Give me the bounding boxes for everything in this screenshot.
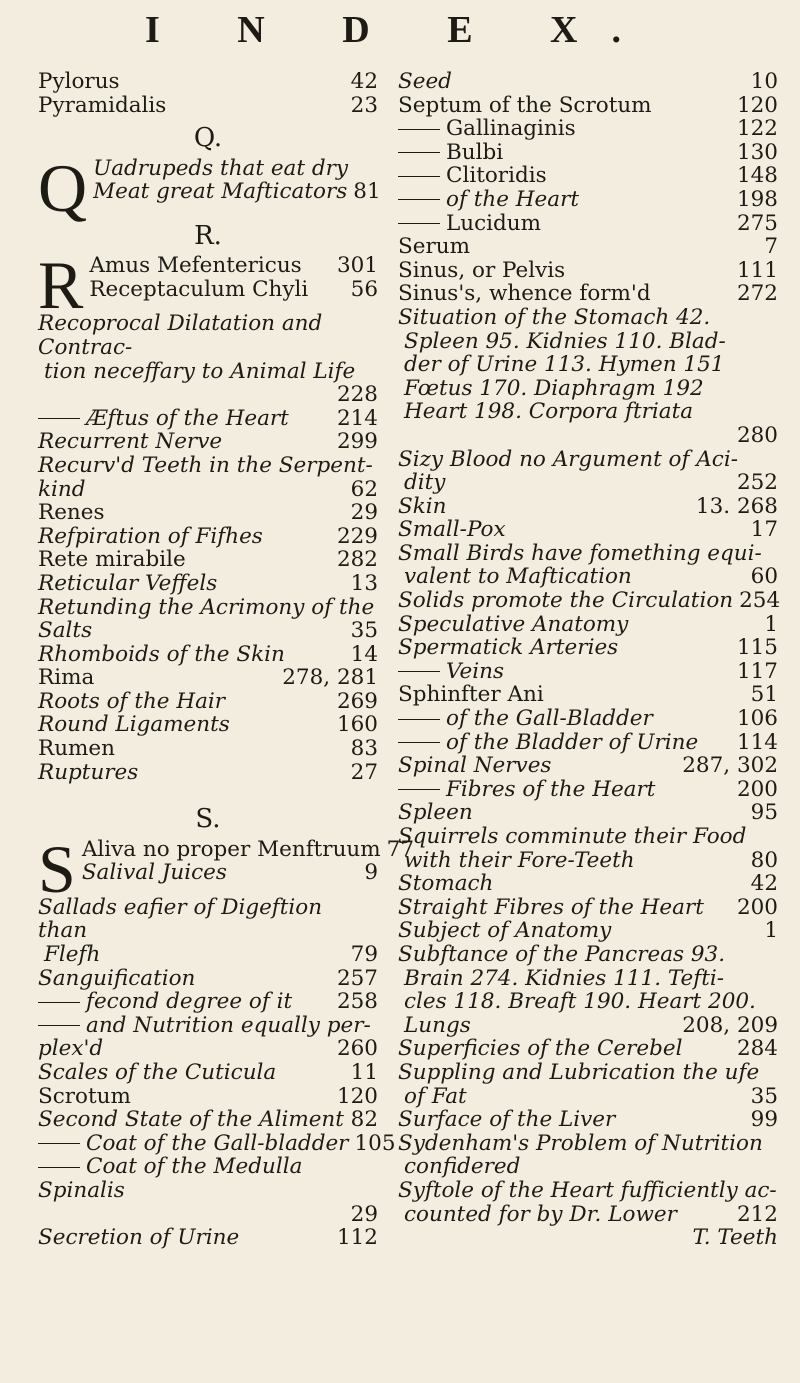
index-entry: Recoprocal Dilatation and Contrac- bbox=[38, 311, 323, 360]
index-entry: Syftole of the Heart fufficiently ac- bbox=[398, 1177, 777, 1203]
index-entry: R Amus Mefentericus 301 Receptaculum Chyli 56 bbox=[38, 247, 378, 324]
right-column: Seed 10 Septum of the Scrotum 120 Gallinaginis 122 Bulbi 130 Clitoridis 148 of the Heart 198 Lucidum 275 Serum 7 Sinus, or Pelvis 111 Sinus's, whence form'd 272 Situation of the Stomach 42. Spleen 95. Kidnies 110. Blad- der of Urine 113. Hymen 151 Fœtus 170. Diaphragm 192 Heart 198. Corpora ftriata 280 Sizy Blood no Argument of Aci- dity 252 Skin 13. 268 Small-Pox 17 Small Birds have fomething equi- valent to Maftication 60 Solids promote the Circulation 254 Speculative Anatomy 1 Spermatick Arteries 115 Veins 117 Sphinfter Ani 51 of the Gall-Bladder 106 of the Bladder of Urine 114 Spinal Nerves 287, 302 Fibres of the Heart 200 Spleen 95 Squirrels comminute their Food with their Fore-Teeth 80 Stomach 42 Straight Fibres of the Heart 200 Subject of Anatomy 1 Subftance of the Pancreas 93. Brain 274. Kidnies 111. Tefti- cles 118. Breaft 190. Heart 200. Lungs 208, 209 Superficies of the Cerebel 284 Suppling and Lubrication the ufe of Fat 35 Surface of the Liver 99 Sydenham's Problem of Nutrition confidered Syftole of the Heart fufficiently ac- counted for by Dr. Lower 212 T. Teeth bbox=[398, 69, 781, 1251]
index-entry: Sydenham's Problem of Nutrition bbox=[398, 1130, 763, 1156]
index-entry: Septum of the Scrotum 120 bbox=[398, 92, 778, 118]
left-column: Pylorus 42 Pyramidalis 23 Q. Q Uadrupeds that eat dry Meat great Mafticators 81 R. R Amus Mefentericus 301 Receptaculum Chyli 56 Recoprocal Dilatation and Contrac- tion neceffary to Animal Life 228 Æftus of the Heart 214 Recurrent Nerve 299 Recurv'd Teeth in the Serpent- kind 62 Renes 29 Refpiration of Fifhes 229 Rete mirabile 282 Reticular Veffels 13 Retunding the Acrimony of the Salts 35 Rhomboids of the Skin 14 Rima 278, 281 Roots of the Hair 269 Round Ligaments 160 Rumen 83 Ruptures 27 S. S Aliva no proper Menftruum 77 Salival Juices 9 Sallads eafier of Digeftion than Flefh 79 Sanguification 257 fecond degree of it 258 and Nutrition equally per- plex'd 260 Scales of the Cuticula 11 Scrotum 120 Second State of the Aliment 82 Coat of the Gall-bladder 105 Coat of the Medulla Spinalis 29 Secretion of Urine 112 bbox=[38, 69, 415, 1251]
index-entry: Surface of the Liver 99 bbox=[398, 1107, 778, 1133]
index-entry: Renes 29 bbox=[38, 500, 378, 526]
index-entry: Refpiration of Fifhes 229 bbox=[38, 523, 378, 549]
index-entry: Rhomboids of the Skin 14 bbox=[38, 641, 378, 667]
index-entry: Sinus, or Pelvis 111 bbox=[398, 257, 778, 283]
index-entry: Spinal Nerves 287, 302 bbox=[398, 753, 778, 779]
index-entry: Solids promote the Circulation 254 bbox=[398, 588, 781, 614]
index-entry: Seed 10 bbox=[398, 69, 778, 94]
index-entry: Recurrent Nerve 299 bbox=[38, 429, 378, 455]
index-entry: Sphinfter Ani 51 bbox=[398, 682, 778, 708]
index-entry: of the Bladder of Urine 114 bbox=[398, 731, 778, 755]
index-entry: Reticular Veffels 13 bbox=[38, 570, 378, 596]
index-entry: Ruptures 27 bbox=[38, 759, 378, 785]
index-entry: Veins 117 bbox=[398, 660, 778, 684]
index-entry: and Nutrition equally per- bbox=[38, 1014, 378, 1038]
index-entry: fecond degree of it 258 bbox=[38, 990, 378, 1014]
index-entry: Retunding the Acrimony of the bbox=[38, 594, 375, 620]
index-entry: Rima 278, 281 bbox=[38, 665, 378, 691]
index-entry: Gallinaginis 122 bbox=[398, 117, 778, 141]
drop-initial: R bbox=[38, 247, 84, 324]
index-entry: Small-Pox 17 bbox=[398, 517, 778, 543]
index-entry: Rete mirabile 282 bbox=[38, 547, 378, 573]
section-letter-q: Q. bbox=[193, 123, 223, 154]
index-entry: Sallads eafier of Digeftion than bbox=[38, 894, 323, 944]
index-entry: Clitoridis 148 bbox=[398, 164, 778, 188]
catchword: T. Teeth bbox=[692, 1225, 778, 1251]
index-entry: Coat of the Gall-bladder 105 bbox=[38, 1132, 378, 1156]
index-entry: Sizy Blood no Argument of Aci- bbox=[398, 446, 738, 472]
index-entry: Situation of the Stomach 42. bbox=[398, 304, 711, 330]
index-entry: Straight Fibres of the Heart 200 bbox=[398, 894, 778, 920]
index-entry: Round Ligaments 160 bbox=[38, 712, 378, 738]
index-entry: Pylorus 42 bbox=[38, 69, 378, 94]
index-entry: Q Uadrupeds that eat dry Meat great Mafticators 81 bbox=[38, 149, 381, 226]
index-entry: Skin 13. 268 bbox=[398, 493, 778, 519]
index-entry: Second State of the Aliment 82 bbox=[38, 1107, 378, 1133]
index-entry: Scrotum 120 bbox=[38, 1083, 378, 1109]
index-entry: Small Birds have fomething equi- bbox=[398, 540, 762, 566]
index-entry: Squirrels comminute their Food bbox=[398, 824, 747, 849]
index-entry: Roots of the Hair 269 bbox=[38, 688, 378, 714]
section-letter-s: S. bbox=[195, 804, 221, 835]
index-entry: Rumen 83 bbox=[38, 736, 378, 762]
page-header: I N D E X. bbox=[145, 9, 655, 51]
index-entry: Suppling and Lubrication the ufe bbox=[398, 1059, 760, 1085]
index-entry: Pyramidalis 23 bbox=[38, 92, 378, 118]
index-entry: of the Heart 198 bbox=[398, 188, 778, 212]
index-entry: Æftus of the Heart 214 bbox=[38, 407, 378, 431]
index-entry: Sanguification 257 bbox=[38, 965, 378, 991]
index-entry: Superficies of the Cerebel 284 bbox=[398, 1036, 778, 1062]
drop-initial: S bbox=[38, 830, 76, 907]
index-entry: Lucidum 275 bbox=[398, 212, 778, 236]
index-entry: Stomach 42 bbox=[398, 871, 778, 897]
index-entry: Spermatick Arteries 115 bbox=[398, 635, 778, 661]
index-entry: Coat of the Medulla Spinalis bbox=[38, 1154, 303, 1203]
index-entry: Recurv'd Teeth in the Serpent- bbox=[38, 452, 373, 478]
index-entry: S Aliva no proper Menftruum 77 Salival Juices 9 bbox=[38, 830, 415, 907]
index-entry: Speculative Anatomy 1 bbox=[398, 611, 778, 637]
index-entry: Fibres of the Heart 200 bbox=[398, 778, 778, 802]
section-letter-r: R. bbox=[194, 220, 222, 251]
index-entry: of the Gall-Bladder 106 bbox=[398, 707, 778, 731]
index-entry: Subftance of the Pancreas 93. bbox=[398, 941, 726, 967]
index-entry: Serum 7 bbox=[398, 234, 778, 260]
drop-initial: Q bbox=[38, 149, 88, 226]
index-entry: Subject of Anatomy 1 bbox=[398, 918, 778, 944]
index-entry: Secretion of Urine 112 bbox=[38, 1225, 378, 1251]
index-entry: Spleen 95 bbox=[398, 800, 778, 826]
index-entry: Sinus's, whence form'd 272 bbox=[398, 281, 778, 307]
index-entry: Scales of the Cuticula 11 bbox=[38, 1060, 378, 1085]
index-entry: Bulbi 130 bbox=[398, 141, 778, 165]
